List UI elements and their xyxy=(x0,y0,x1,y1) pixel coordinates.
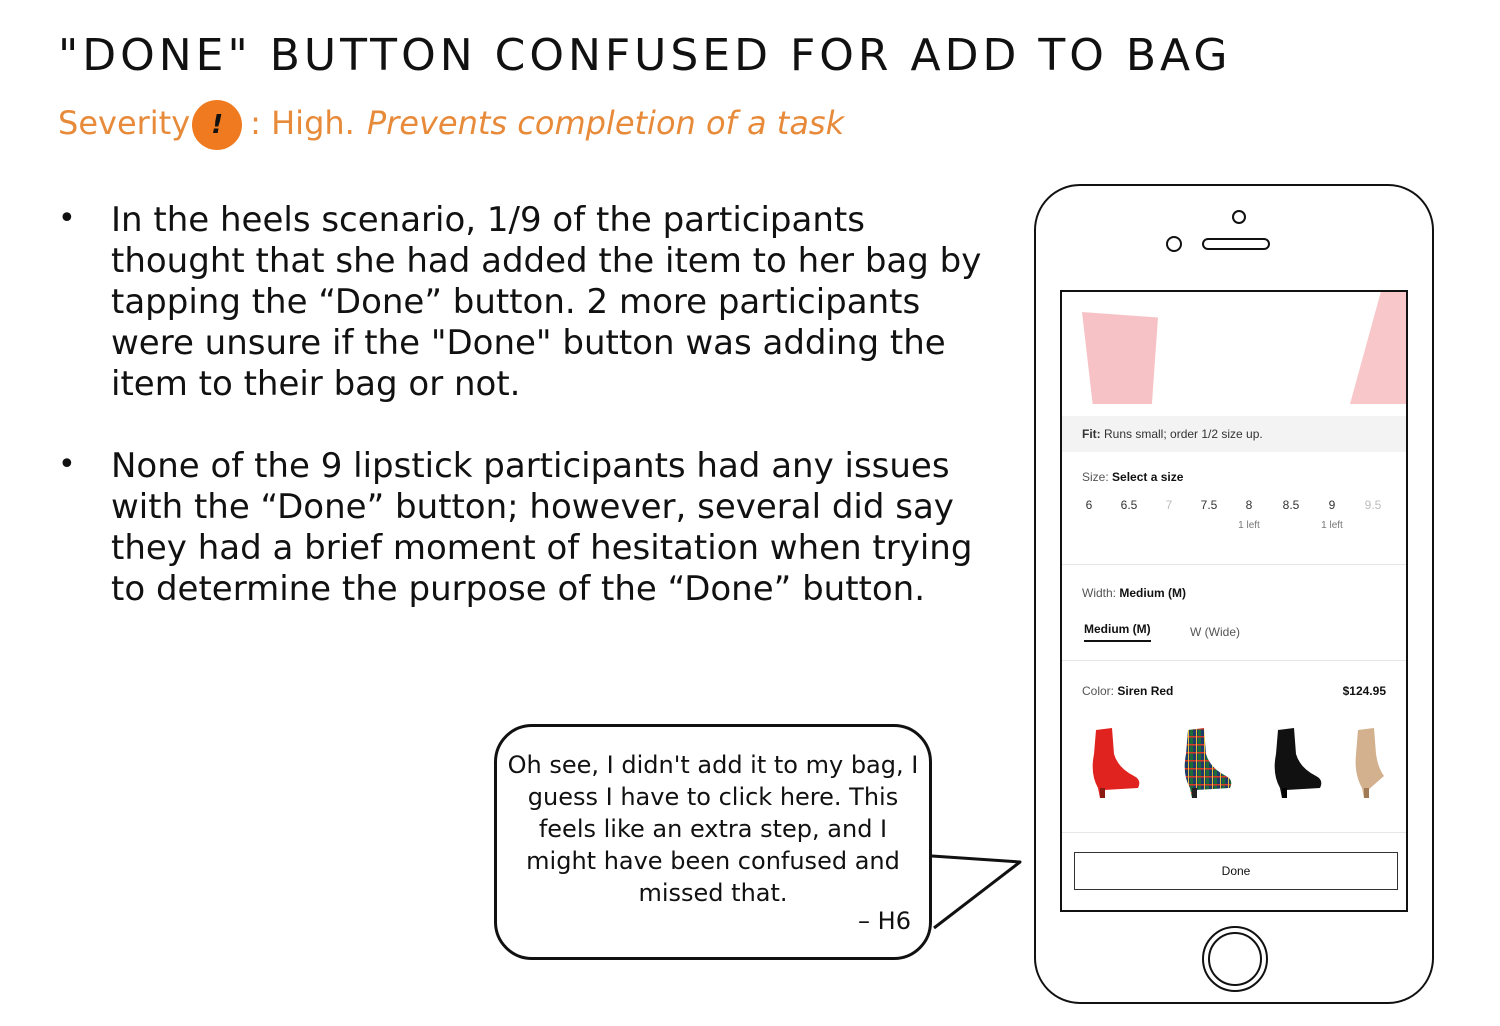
divider xyxy=(1062,660,1408,661)
fit-label: Fit: xyxy=(1082,427,1101,441)
speaker-icon xyxy=(1202,238,1270,250)
quote-attribution: – H6 xyxy=(858,907,911,935)
size-heading xyxy=(1082,470,1183,484)
finding-item xyxy=(58,446,998,610)
severity-line xyxy=(58,98,844,148)
camera-icon xyxy=(1232,210,1246,224)
size-option-7-5[interactable]: 7.5 xyxy=(1200,498,1218,512)
tan-boot-icon[interactable] xyxy=(1350,724,1408,800)
sensor-icon xyxy=(1166,236,1182,252)
severity-level: : High. xyxy=(250,104,355,142)
red-boot-icon[interactable] xyxy=(1082,724,1144,800)
finding-item xyxy=(58,200,998,405)
phone-mockup xyxy=(1034,184,1434,1004)
plaid-boot-icon[interactable] xyxy=(1174,724,1236,800)
fit-note xyxy=(1062,416,1408,452)
size-value: Select a size xyxy=(1112,470,1184,484)
size-option-7[interactable]: 7 xyxy=(1165,498,1173,512)
product-image xyxy=(1082,312,1158,404)
size-option-9[interactable]: 9 1 left xyxy=(1321,498,1343,531)
quote-text: Oh see, I didn't add it to my bag, I guess I have to click here. This feels like an extra step, and I might have been confused and missed that. xyxy=(507,751,919,907)
product-image xyxy=(1350,292,1406,404)
size-option-8-5[interactable]: 8.5 xyxy=(1282,498,1300,512)
severity-label: Severity xyxy=(58,104,191,142)
black-boot-icon[interactable] xyxy=(1264,724,1326,800)
width-option-wide[interactable]: W (Wide) xyxy=(1190,625,1240,639)
size-option-8[interactable]: 8 1 left xyxy=(1238,498,1260,531)
width-label: Width: xyxy=(1082,586,1117,600)
size-label: Size: xyxy=(1082,470,1109,484)
finding-text: None of the 9 lipstick participants had any issues with the “Done” button; however, several did say they had a brief moment of hesitation when trying to determine the purpose of the “Done” button. xyxy=(111,446,973,609)
phone-screen xyxy=(1060,290,1408,912)
color-value: Siren Red xyxy=(1117,684,1174,698)
size-option-6[interactable]: 6 xyxy=(1085,498,1093,512)
bullet-icon: • xyxy=(58,447,76,482)
slide-title: "DONE" BUTTON CONFUSED FOR ADD TO BAG xyxy=(58,30,1232,81)
width-heading xyxy=(1082,586,1186,600)
width-value: Medium (M) xyxy=(1119,586,1187,600)
divider xyxy=(1062,832,1408,833)
finding-text: In the heels scenario, 1/9 of the participants thought that she had added the item to her bag by tapping the “Done” button. 2 more participants were unsure if the "Done" button was adding the item to their bag or not. xyxy=(111,200,982,404)
severity-description: Prevents completion of a task xyxy=(366,104,845,142)
price: $124.95 xyxy=(1342,684,1386,698)
bullet-icon: • xyxy=(58,201,76,236)
divider xyxy=(1062,564,1408,565)
findings-list xyxy=(58,200,998,651)
speech-tail xyxy=(920,850,1030,940)
width-option-medium[interactable]: Medium (M) xyxy=(1084,622,1151,642)
home-button[interactable] xyxy=(1202,926,1268,992)
fit-text: Runs small; order 1/2 size up. xyxy=(1104,427,1263,441)
size-option-6-5[interactable]: 6.5 xyxy=(1120,498,1138,512)
color-heading xyxy=(1082,684,1173,698)
color-swatches xyxy=(1082,724,1402,814)
done-button[interactable]: Done xyxy=(1074,852,1398,890)
size-option-9-5[interactable]: 9.5 xyxy=(1364,498,1382,512)
color-label: Color: xyxy=(1082,684,1115,698)
quote-bubble xyxy=(494,724,932,960)
severity-badge-icon: ! xyxy=(192,100,242,150)
